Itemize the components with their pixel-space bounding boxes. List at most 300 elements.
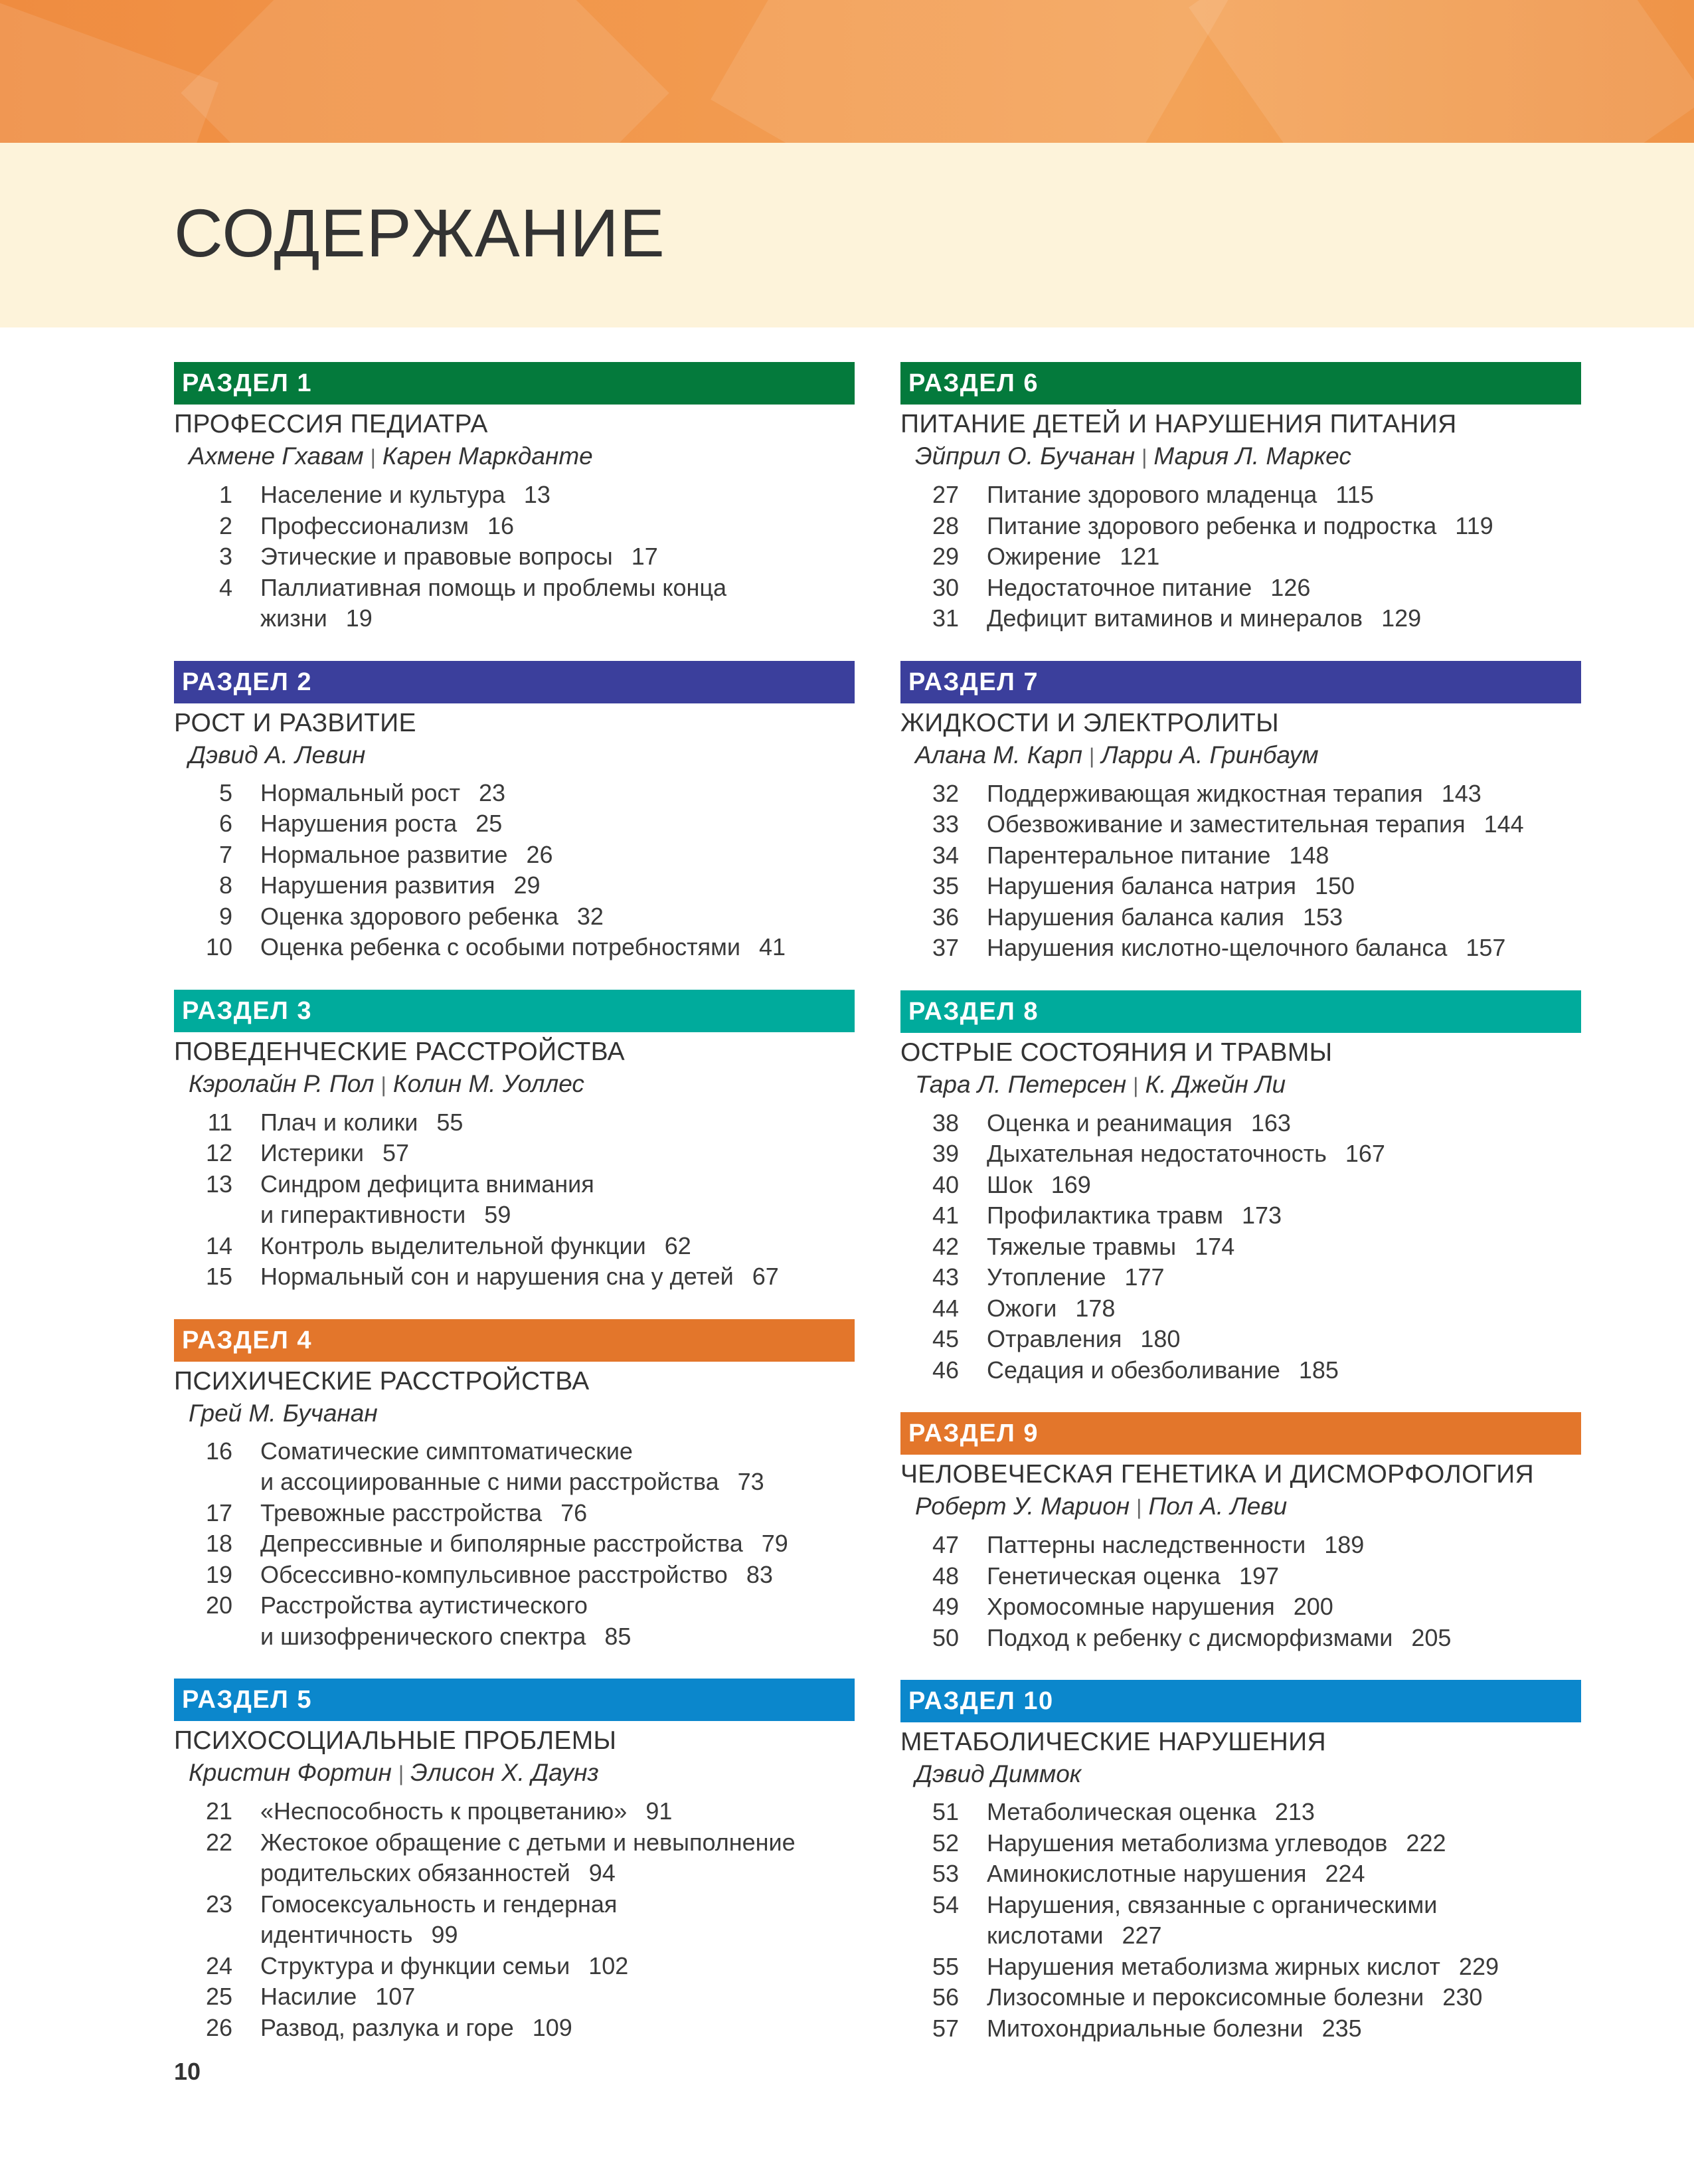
chapter-number: 20 (205, 1592, 232, 1619)
chapter-list (900, 1108, 1581, 1386)
chapter-page: 25 (475, 810, 503, 837)
chapter-title-text: и шизофренического спектра (260, 1622, 586, 1650)
chapter-last-line (260, 1858, 855, 1889)
chapter-last-line (260, 1200, 855, 1231)
chapter-title (260, 511, 855, 542)
author-name: Колин М. Уоллес (392, 1069, 584, 1097)
chapter-page: 189 (1324, 1531, 1365, 1558)
chapter-title-text: Обезвоживание и заместительная терапия (987, 810, 1466, 838)
chapter-title-text: Питание здорового ребенка и подростка (987, 511, 1437, 539)
chapter-entry[interactable] (900, 1355, 1581, 1386)
chapter-title-text: Нормальный рост (260, 778, 460, 806)
chapter-title (987, 1828, 1581, 1859)
chapter-entry[interactable] (174, 1231, 855, 1262)
author-name: Карен Маркданте (382, 442, 593, 470)
chapter-title (987, 1859, 1581, 1890)
chapter-title (987, 1797, 1581, 1828)
toc-section (174, 1679, 855, 2043)
chapter-last-line (260, 1261, 855, 1293)
chapter-page: 119 (1455, 511, 1493, 539)
chapter-entry[interactable] (900, 1797, 1581, 1828)
chapter-last-line (987, 1324, 1581, 1355)
chapter-title-text: Нарушения роста (260, 810, 458, 837)
chapter-number: 37 (932, 934, 959, 961)
chapter-title-text: Нарушения метаболизма углеводов (987, 1829, 1388, 1857)
chapter-entry[interactable] (174, 932, 855, 963)
chapter-title (987, 1355, 1581, 1386)
chapter-number: 30 (932, 573, 959, 601)
chapter-title (260, 901, 855, 933)
chapter-number: 29 (932, 543, 959, 570)
chapter-title-text: Митохондриальные болезни (987, 2014, 1304, 2042)
chapter-list (174, 480, 855, 634)
author-name: Дэвид А. Левин (189, 741, 366, 769)
author-name: Пол А. Леви (1148, 1493, 1288, 1520)
chapter-title-text: Обсессивно-компульсивное расстройство (260, 1560, 728, 1588)
chapter-title (987, 1170, 1581, 1201)
chapter-last-line (987, 1592, 1581, 1623)
chapter-page: 174 (1195, 1232, 1235, 1260)
chapter-entry[interactable] (900, 871, 1581, 902)
chapter-page: 17 (631, 543, 658, 570)
chapter-last-line (260, 870, 855, 901)
chapter-number: 23 (205, 1890, 232, 1918)
chapter-entry[interactable] (174, 1981, 855, 2013)
section-label-bar: РАЗДЕЛ 6 (900, 362, 1581, 405)
chapter-title (260, 1498, 855, 1529)
chapter-title-text: Плач и колики (260, 1108, 418, 1136)
chapter-title-text: Нарушения развития (260, 871, 495, 899)
page-number: 10 (174, 2058, 201, 2085)
chapter-entry[interactable] (900, 541, 1581, 573)
chapter-last-line (987, 1530, 1581, 1561)
chapter-last-line (987, 840, 1581, 871)
chapter-title-text: Насилие (260, 1983, 357, 2010)
chapter-page: 157 (1466, 934, 1506, 961)
chapter-page: 148 (1289, 841, 1329, 869)
chapter-entry[interactable] (174, 1889, 855, 1951)
chapter-title-text: родительских обязанностей (260, 1859, 570, 1886)
chapter-last-line (260, 480, 855, 511)
chapter-number: 9 (218, 902, 232, 930)
chapter-entry[interactable] (900, 1170, 1581, 1201)
chapter-last-line (987, 1561, 1581, 1592)
chapter-title-text: Ожоги (987, 1294, 1057, 1322)
chapter-entry[interactable] (900, 840, 1581, 871)
toc-section (174, 661, 855, 963)
chapter-title-text: Нарушения метаболизма жирных кислот (987, 1952, 1440, 1980)
chapter-title-text: Нарушения кислотно-щелочного баланса (987, 934, 1448, 961)
section-authors (900, 440, 1581, 473)
chapter-entry[interactable] (174, 2013, 855, 2044)
chapter-title-text: Контроль выделительной функции (260, 1231, 646, 1259)
author-separator: | (1136, 1495, 1142, 1519)
chapter-title (260, 1436, 855, 1498)
author-name: Эйприл О. Бучанан (915, 442, 1136, 470)
author-name: Роберт У. Марион (915, 1493, 1130, 1520)
chapter-title-text: Развод, разлука и горе (260, 2013, 514, 2041)
chapter-entry[interactable] (174, 1590, 855, 1652)
chapter-title-text: Нормальный сон и нарушения сна у детей (260, 1263, 734, 1290)
toc-section (900, 990, 1581, 1386)
chapter-page: 55 (436, 1108, 464, 1136)
chapter-entry[interactable] (900, 1561, 1581, 1592)
chapter-page: 163 (1250, 1109, 1291, 1137)
chapter-page: 153 (1302, 903, 1343, 931)
chapter-number: 4 (218, 573, 232, 601)
chapter-entry[interactable] (900, 1324, 1581, 1355)
chapter-title-text: идентичность (260, 1921, 413, 1948)
chapter-page: 109 (532, 2013, 572, 2041)
chapter-title-text: Истерики (260, 1139, 364, 1166)
chapter-title (987, 573, 1581, 604)
chapter-title (987, 1592, 1581, 1623)
chapter-page: 224 (1325, 1860, 1365, 1887)
chapter-title-text: Генетическая оценка (987, 1562, 1221, 1590)
chapter-last-line (987, 1982, 1581, 2013)
chapter-last-line (987, 1262, 1581, 1293)
chapter-number: 35 (932, 872, 959, 899)
chapter-number: 41 (932, 1202, 959, 1229)
chapter-title-text: Нормальное развитие (260, 840, 508, 868)
chapter-entry[interactable] (174, 1951, 855, 1982)
chapter-number: 57 (932, 2014, 959, 2042)
chapter-title-text: Дефицит витаминов и минералов (987, 604, 1363, 632)
section-label-bar: РАЗДЕЛ 3 (174, 990, 855, 1032)
chapter-last-line (987, 603, 1581, 634)
chapter-number: 43 (932, 1263, 959, 1291)
chapter-title (987, 1561, 1581, 1592)
chapter-title-text: Оценка ребенка с особыми потребностями (260, 933, 741, 960)
section-heading: ЧЕЛОВЕЧЕСКАЯ ГЕНЕТИКА И ДИСМОРФОЛОГИЯ (900, 1460, 1534, 1489)
chapter-entry[interactable] (174, 808, 855, 840)
chapter-title (260, 1827, 855, 1889)
chapter-title-text: Парентеральное питание (987, 841, 1271, 869)
chapter-page: 115 (1335, 481, 1374, 508)
chapter-last-line (260, 1231, 855, 1262)
chapter-number: 17 (205, 1499, 232, 1526)
chapter-number: 24 (205, 1952, 232, 1979)
chapter-entry[interactable] (900, 809, 1581, 840)
toc-section (174, 990, 855, 1293)
author-name: Алана М. Карп (915, 741, 1083, 769)
chapter-number: 16 (205, 1437, 232, 1465)
author-name: Элисон Х. Даунз (410, 1759, 599, 1786)
chapter-title-text: кислотами (987, 1922, 1104, 1949)
chapter-title (987, 480, 1581, 511)
chapter-last-line (987, 541, 1581, 573)
chapter-last-line (260, 840, 855, 871)
chapter-list (174, 1107, 855, 1293)
chapter-number: 7 (218, 840, 232, 868)
section-heading: ПРОФЕССИЯ ПЕДИАТРА (174, 410, 488, 438)
chapter-number: 15 (205, 1263, 232, 1290)
chapter-title-text: Питание здорового младенца (987, 481, 1317, 508)
chapter-title-text: Аминокислотные нарушения (987, 1860, 1307, 1887)
chapter-last-line (260, 511, 855, 542)
author-separator: | (370, 445, 376, 469)
chapter-title-text: и гиперактивности (260, 1201, 466, 1228)
chapter-title-text: Ожирение (987, 543, 1102, 570)
chapter-entry[interactable] (174, 1528, 855, 1560)
chapter-entry[interactable] (900, 480, 1581, 511)
chapter-entry[interactable] (174, 1796, 855, 1827)
chapter-entry[interactable] (174, 1560, 855, 1591)
chapter-last-line (987, 902, 1581, 933)
chapter-last-line (987, 809, 1581, 840)
chapter-number: 14 (205, 1231, 232, 1259)
author-separator: | (1142, 445, 1147, 469)
toc-section (174, 362, 855, 634)
chapter-number: 50 (932, 1623, 959, 1651)
chapter-title (987, 1262, 1581, 1293)
chapter-title-text: и ассоциированные с ними расстройства (260, 1468, 719, 1495)
chapter-entry[interactable] (174, 1169, 855, 1231)
chapter-title (987, 1200, 1581, 1231)
chapter-entry[interactable] (174, 1107, 855, 1138)
chapter-page: 144 (1483, 810, 1524, 838)
section-label-bar: РАЗДЕЛ 7 (900, 661, 1581, 703)
chapter-entry[interactable] (174, 1138, 855, 1169)
chapter-title (260, 808, 855, 840)
chapter-entry[interactable] (174, 778, 855, 809)
chapter-number: 34 (932, 841, 959, 869)
chapter-last-line (260, 1981, 855, 2013)
chapter-title-text: Тяжелые травмы (987, 1232, 1177, 1260)
chapter-entry[interactable] (900, 573, 1581, 604)
section-heading: ЖИДКОСТИ И ЭЛЕКТРОЛИТЫ (900, 708, 1280, 737)
chapter-entry[interactable] (900, 933, 1581, 964)
chapter-entry[interactable] (900, 511, 1581, 542)
chapter-title-text: Население и культура (260, 481, 505, 508)
chapter-last-line (987, 1231, 1581, 1263)
chapter-last-line (987, 1108, 1581, 1139)
chapter-last-line (987, 2013, 1581, 2045)
chapter-title-line: Соматические симптоматические (260, 1437, 633, 1465)
chapter-last-line (260, 1138, 855, 1169)
chapter-title (260, 1981, 855, 2013)
chapter-title-text: «Неспособность к процветанию» (260, 1797, 628, 1825)
chapter-entry[interactable] (900, 1623, 1581, 1654)
chapter-number: 21 (205, 1797, 232, 1825)
chapter-last-line (260, 1621, 855, 1653)
chapter-title (260, 870, 855, 901)
toc-section (900, 362, 1581, 634)
chapter-entry[interactable] (900, 1231, 1581, 1263)
chapter-number: 45 (932, 1325, 959, 1352)
chapter-page: 91 (645, 1797, 673, 1825)
chapter-title-text: Недостаточное питание (987, 573, 1252, 601)
chapter-number: 44 (932, 1294, 959, 1322)
chapter-last-line (260, 1467, 855, 1498)
chapter-page: 99 (431, 1921, 458, 1948)
chapter-page: 213 (1274, 1798, 1315, 1825)
chapter-number: 54 (932, 1890, 959, 1918)
chapter-title (260, 541, 855, 573)
chapter-last-line (987, 480, 1581, 511)
toc-section (900, 1680, 1581, 2044)
chapter-entry[interactable] (900, 1200, 1581, 1231)
chapter-page: 13 (523, 481, 551, 508)
chapter-title-text: Дыхательная недостаточность (987, 1140, 1327, 1167)
chapter-title (987, 1231, 1581, 1263)
chapter-last-line (260, 2013, 855, 2044)
chapter-title (260, 1590, 855, 1652)
chapter-title-text: Депрессивные и биполярные расстройства (260, 1530, 743, 1557)
section-authors (174, 440, 855, 473)
chapter-list (174, 778, 855, 963)
author-name: К. Джейн Ли (1145, 1070, 1286, 1098)
chapter-number: 26 (205, 2013, 232, 2041)
chapter-number: 53 (932, 1860, 959, 1887)
chapter-entry[interactable] (900, 1952, 1581, 1983)
chapter-page: 230 (1442, 1983, 1483, 2011)
chapter-number: 28 (932, 511, 959, 539)
chapter-title (260, 932, 855, 963)
chapter-entry[interactable] (174, 1827, 855, 1889)
chapter-list (900, 1797, 1581, 2044)
chapter-entry[interactable] (174, 573, 855, 634)
section-authors (900, 1069, 1581, 1101)
chapter-entry[interactable] (900, 1592, 1581, 1623)
chapter-number: 39 (932, 1140, 959, 1167)
chapter-entry[interactable] (900, 1262, 1581, 1293)
chapter-page: 178 (1075, 1294, 1116, 1322)
chapter-entry[interactable] (900, 902, 1581, 933)
chapter-number: 22 (205, 1828, 232, 1856)
chapter-page: 26 (526, 840, 553, 868)
chapter-last-line (260, 603, 855, 634)
chapter-title (987, 933, 1581, 964)
chapter-page: 32 (576, 902, 604, 930)
chapter-title (987, 541, 1581, 573)
author-name: Ахмене Гхавам (189, 442, 364, 470)
chapter-number: 31 (932, 604, 959, 632)
chapter-last-line (987, 1828, 1581, 1859)
chapter-last-line (260, 1107, 855, 1138)
author-name: Ларри А. Гринбаум (1101, 741, 1319, 769)
chapter-page: 205 (1411, 1623, 1452, 1651)
chapter-entry[interactable] (900, 1859, 1581, 1890)
chapter-entry[interactable] (900, 2013, 1581, 2045)
section-label-bar: РАЗДЕЛ 8 (900, 990, 1581, 1033)
chapter-entry[interactable] (174, 901, 855, 933)
chapter-last-line (260, 1796, 855, 1827)
section-heading: ПОВЕДЕНЧЕСКИЕ РАССТРОЙСТВА (174, 1037, 625, 1066)
chapter-entry[interactable] (900, 1890, 1581, 1952)
chapter-entry[interactable] (900, 1293, 1581, 1324)
chapter-page: 129 (1381, 604, 1422, 632)
chapter-entry[interactable] (900, 1530, 1581, 1561)
chapter-title-text: Паттерны наследственности (987, 1531, 1306, 1558)
chapter-number: 48 (932, 1562, 959, 1590)
chapter-entry[interactable] (174, 480, 855, 511)
chapter-title (987, 778, 1581, 810)
chapter-number: 27 (932, 481, 959, 508)
chapter-page: 126 (1270, 573, 1311, 601)
chapter-title (987, 1293, 1581, 1324)
chapter-page: 235 (1321, 2014, 1362, 2042)
chapter-title (260, 1231, 855, 1262)
chapter-entry[interactable] (900, 1138, 1581, 1170)
chapter-page: 16 (487, 511, 515, 539)
chapter-last-line (987, 1797, 1581, 1828)
chapter-page: 169 (1051, 1170, 1091, 1198)
chapter-number: 13 (205, 1170, 232, 1198)
chapter-last-line (987, 1293, 1581, 1324)
chapter-number: 40 (932, 1170, 959, 1198)
chapter-page: 167 (1345, 1140, 1385, 1167)
chapter-page: 23 (478, 778, 506, 806)
author-name: Грей М. Бучанан (189, 1399, 378, 1427)
section-heading: ПСИХОСОЦИАЛЬНЫЕ ПРОБЛЕМЫ (174, 1726, 617, 1755)
chapter-title (260, 840, 855, 871)
section-label-bar: РАЗДЕЛ 5 (174, 1679, 855, 1721)
chapter-entry[interactable] (174, 541, 855, 573)
chapter-number: 36 (932, 903, 959, 931)
section-label-bar: РАЗДЕЛ 9 (900, 1412, 1581, 1455)
chapter-entry[interactable] (174, 840, 855, 871)
chapter-entry[interactable] (174, 1498, 855, 1529)
chapter-entry[interactable] (900, 1982, 1581, 2013)
chapter-title-text: Шок (987, 1170, 1033, 1198)
chapter-page: 197 (1238, 1562, 1280, 1590)
section-label-bar: РАЗДЕЛ 1 (174, 362, 855, 405)
chapter-title-text: Нарушения баланса калия (987, 903, 1284, 931)
chapter-title-text: Утопление (987, 1263, 1106, 1291)
chapter-title (260, 1889, 855, 1951)
chapter-entry[interactable] (900, 1108, 1581, 1139)
chapter-last-line (260, 808, 855, 840)
chapter-number: 3 (218, 543, 232, 570)
chapter-last-line (987, 778, 1581, 810)
chapter-title (987, 1530, 1581, 1561)
chapter-last-line (987, 1859, 1581, 1890)
chapter-page: 185 (1298, 1356, 1339, 1384)
chapter-entry[interactable] (900, 603, 1581, 634)
chapter-number: 5 (218, 778, 232, 806)
chapter-title (260, 778, 855, 809)
chapter-title-text: Хромосомные нарушения (987, 1593, 1275, 1620)
author-name: Тара Л. Петерсен (915, 1070, 1127, 1098)
chapter-number: 12 (205, 1139, 232, 1166)
chapter-entry[interactable] (174, 1261, 855, 1293)
chapter-page: 85 (604, 1622, 632, 1650)
chapter-title (260, 2013, 855, 2044)
toc-section (900, 1412, 1581, 1653)
chapter-entry[interactable] (174, 1436, 855, 1498)
chapter-last-line (987, 573, 1581, 604)
chapter-entry[interactable] (174, 870, 855, 901)
chapter-page: 76 (560, 1499, 588, 1526)
chapter-number: 2 (218, 511, 232, 539)
chapter-page: 19 (345, 604, 373, 632)
chapter-number: 25 (205, 1983, 232, 2010)
chapter-page: 79 (761, 1530, 788, 1557)
chapter-page: 229 (1458, 1952, 1499, 1980)
chapter-entry[interactable] (900, 1828, 1581, 1859)
chapter-entry[interactable] (174, 511, 855, 542)
chapter-number: 18 (205, 1530, 232, 1557)
chapter-list (900, 1530, 1581, 1653)
chapter-title-text: Этические и правовые вопросы (260, 543, 613, 570)
chapter-title (987, 2013, 1581, 2045)
chapter-entry[interactable] (900, 778, 1581, 810)
chapter-title (987, 1108, 1581, 1139)
chapter-number: 38 (932, 1109, 959, 1137)
chapter-title (260, 1169, 855, 1231)
author-name: Кэролайн Р. Пол (189, 1069, 375, 1097)
